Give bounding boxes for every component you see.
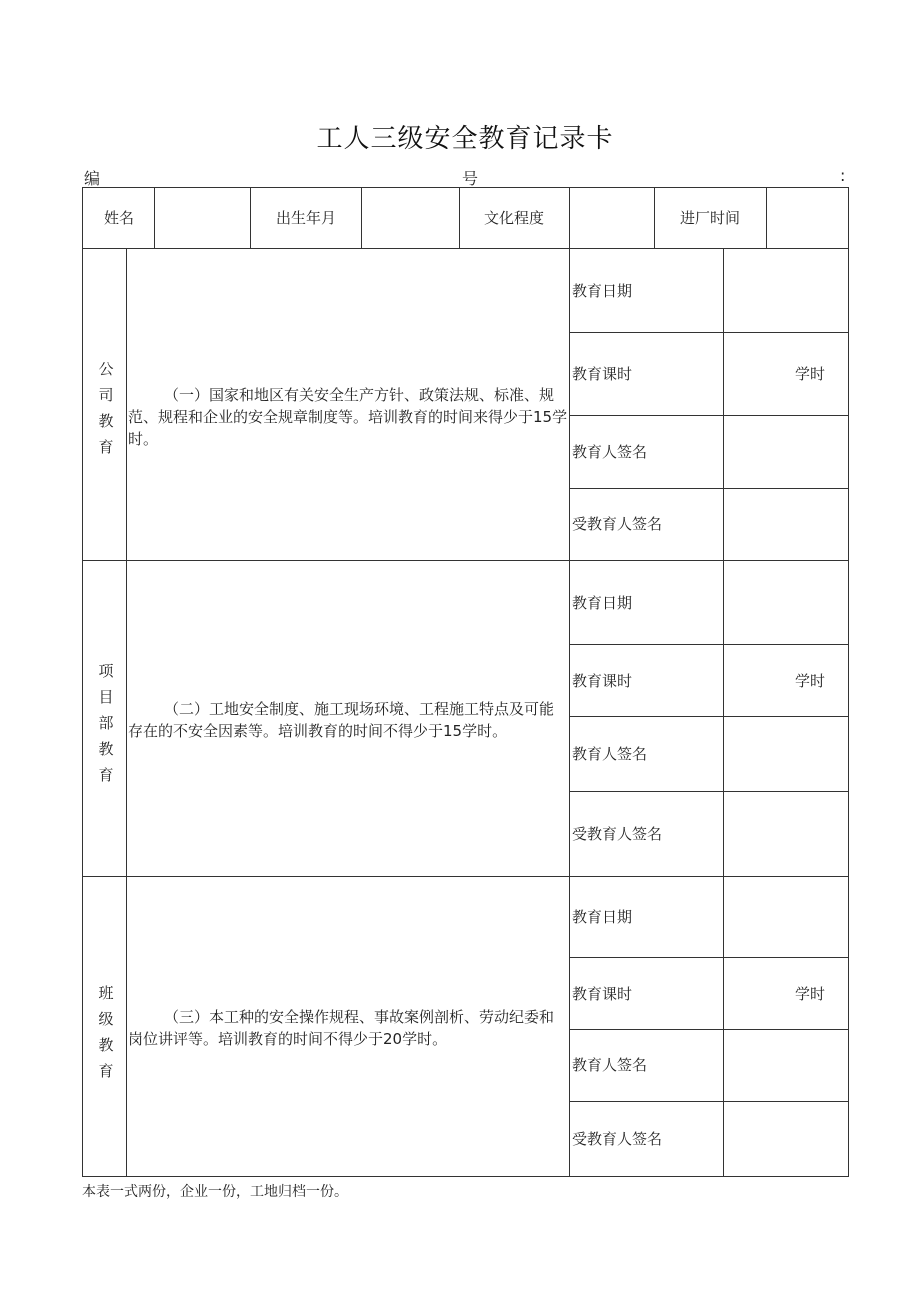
level-label-company — [96, 356, 116, 460]
entry-time-field[interactable] — [767, 188, 848, 248]
level-char: 教 — [98, 740, 114, 758]
level-label-team — [96, 980, 116, 1084]
level-char: 教 — [98, 412, 114, 430]
education-date-field[interactable] — [724, 877, 848, 957]
level-char: 目 — [98, 688, 114, 706]
level-label-project — [96, 658, 116, 788]
hours-unit: 学时 — [795, 672, 826, 690]
education-date-label: 教育日期 — [572, 908, 633, 926]
education-hours-label: 教育课时 — [572, 365, 633, 383]
name-field[interactable] — [155, 188, 250, 248]
serial-label-mid: 号 — [462, 169, 479, 188]
education-level-field[interactable] — [570, 188, 654, 248]
serial-colon: : — [840, 166, 846, 185]
hours-unit: 学时 — [795, 365, 826, 383]
birth-label: 出生年月 — [276, 209, 337, 227]
name-label: 姓名 — [104, 209, 135, 227]
trainee-signature-label: 受教育人签名 — [572, 825, 663, 843]
content-company: （一）国家和地区有关安全生产方针、政策法规、标准、规范、规程和企业的安全规章制度等。培训教育的时间来得少于15学时。 — [128, 386, 568, 448]
content-project: （二）工地安全制度、施工现场环境、工程施工特点及可能存在的不安全因素等。培训教育的时间不得少于15学时。 — [128, 700, 555, 740]
hours-unit: 学时 — [795, 985, 826, 1003]
educator-signature-field[interactable] — [724, 1030, 848, 1101]
education-hours-label: 教育课时 — [572, 672, 633, 690]
education-hours-field[interactable] — [724, 645, 794, 716]
trainee-signature-label: 受教育人签名 — [572, 1130, 663, 1148]
level-char: 育 — [98, 1062, 114, 1080]
trainee-signature-field[interactable] — [724, 1102, 848, 1176]
educator-signature-field[interactable] — [724, 717, 848, 791]
educator-signature-field[interactable] — [724, 416, 848, 488]
level-char: 部 — [98, 714, 114, 732]
educator-signature-label: 教育人签名 — [572, 443, 648, 461]
education-date-field[interactable] — [724, 249, 848, 332]
level-char: 公 — [98, 360, 114, 378]
level-char: 育 — [98, 766, 114, 784]
entry-time-label: 进厂时间 — [680, 209, 741, 227]
education-date-label: 教育日期 — [572, 282, 633, 300]
educator-signature-label: 教育人签名 — [572, 745, 648, 763]
birth-field[interactable] — [362, 188, 459, 248]
education-hours-field[interactable] — [724, 958, 794, 1029]
footnote: 本表一式两份，企业一份，工地归档一份。 — [82, 1184, 348, 1200]
serial-label-left: 编 — [84, 169, 101, 188]
trainee-signature-field[interactable] — [724, 792, 848, 876]
education-date-field[interactable] — [724, 561, 848, 644]
trainee-signature-field[interactable] — [724, 489, 848, 560]
education-hours-field[interactable] — [724, 333, 794, 415]
level-char: 级 — [98, 1010, 114, 1028]
content-team: （三）本工种的安全操作规程、事故案例剖析、劳动纪委和岗位讲评等。培训教育的时间不得少于20学时。 — [128, 1008, 555, 1048]
trainee-signature-label: 受教育人签名 — [572, 515, 663, 533]
education-level-label: 文化程度 — [484, 209, 545, 227]
educator-signature-label: 教育人签名 — [572, 1056, 648, 1074]
level-char: 项 — [98, 662, 114, 680]
level-char: 司 — [98, 386, 114, 404]
level-char: 教 — [98, 1036, 114, 1054]
level-char: 班 — [98, 984, 114, 1002]
level-char: 育 — [98, 438, 114, 456]
education-date-label: 教育日期 — [572, 594, 633, 612]
page-title: 工人三级安全教育记录卡 — [316, 124, 614, 154]
education-hours-label: 教育课时 — [572, 985, 633, 1003]
